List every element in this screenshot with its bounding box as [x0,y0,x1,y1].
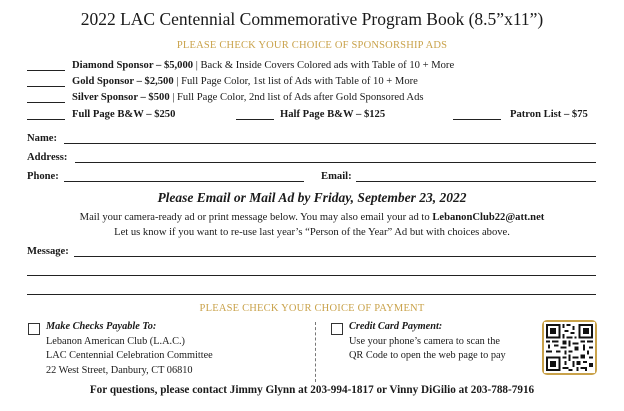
email-field[interactable] [356,181,596,182]
sponsor-silver-name: Silver Sponsor – $500 [72,92,170,103]
sponsor-gold-name: Gold Sponsor – $2,500 [72,76,174,87]
check-payment-heading: Make Checks Payable To: [46,321,157,332]
card-payment-line2: QR Code to open the web page to pay [349,350,506,361]
sponsor-diamond-desc: | Back & Inside Covers Colored ads with Table of 10 + More [193,60,455,71]
ad-patron-list: Patron List – $75 [510,109,588,120]
card-payment-checkbox[interactable] [331,323,343,335]
address-field[interactable] [75,162,596,163]
name-label: Name: [27,133,58,144]
check-payee-address: 22 West Street, Danbury, CT 06810 [46,364,193,376]
payment-qr-code[interactable] [542,320,597,375]
ad-full-page: Full Page B&W – $250 [72,109,176,120]
card-payment-heading: Credit Card Payment: [349,321,443,332]
card-payment-info [349,320,506,364]
name-field[interactable] [64,143,596,144]
ad-half-page: Half Page B&W – $125 [280,109,386,120]
page-title: 2022 LAC Centennial Commemorative Program Book (8.5”x11”) [80,9,544,29]
email-label: Email: [321,171,352,182]
sponsor-gold-desc: | Full Page Color, 1st list of Ads with Table of 10 + More [173,76,418,87]
payment-divider [315,322,316,382]
check-payee-line2: LAC Centennial Celebration Committee [46,350,213,361]
footer-contact: For questions, please contact Jimmy Glynn at 203-994-1817 or Vinny DiGilio at 203-788-7916 [89,384,535,396]
instructions-line1-text: Mail your camera-ready ad or print message below. You may also email your ad to [79,212,433,223]
sponsor-gold [72,76,418,87]
sponsor-silver [72,92,424,103]
gold-checkline[interactable] [27,86,65,87]
check-payee-line1: Lebanon American Club (L.A.C.) [46,335,185,347]
instructions-line1 [0,212,624,223]
contact-email-link[interactable]: LebanonClub22@att.net [432,212,545,223]
sponsorship-header: PLEASE CHECK YOUR CHOICE OF SPONSORSHIP ADS [176,40,448,51]
qr-code-icon [544,322,595,373]
address-label: Address: [27,152,68,163]
message-label: Message: [27,246,69,257]
patron-checkline[interactable] [453,119,501,120]
phone-label: Phone: [27,171,59,182]
deadline-heading: Please Email or Mail Ad by Friday, September 23, 2022 [157,190,467,205]
message-field-line3[interactable] [27,294,596,295]
payment-header: PLEASE CHECK YOUR CHOICE OF PAYMENT [199,303,425,314]
half-page-checkline[interactable] [236,119,274,120]
silver-checkline[interactable] [27,102,65,103]
diamond-checkline[interactable] [27,70,65,71]
instructions-line2: Let us know if you want to re-use last year’s “Person of the Year” Ad but with choices above. [114,227,510,238]
card-payment-line1: Use your phone’s camera to scan the [349,335,500,347]
sponsor-silver-desc: | Full Page Color, 2nd list of Ads after Gold Sponsored Ads [169,92,424,103]
sponsor-diamond-name: Diamond Sponsor – $5,000 [72,60,194,71]
check-payment-info [46,320,213,378]
message-field-line1[interactable] [74,256,596,257]
check-payment-checkbox[interactable] [28,323,40,335]
full-page-checkline[interactable] [27,119,65,120]
sponsor-diamond [72,60,454,71]
phone-field[interactable] [64,181,304,182]
message-field-line2[interactable] [27,275,596,276]
